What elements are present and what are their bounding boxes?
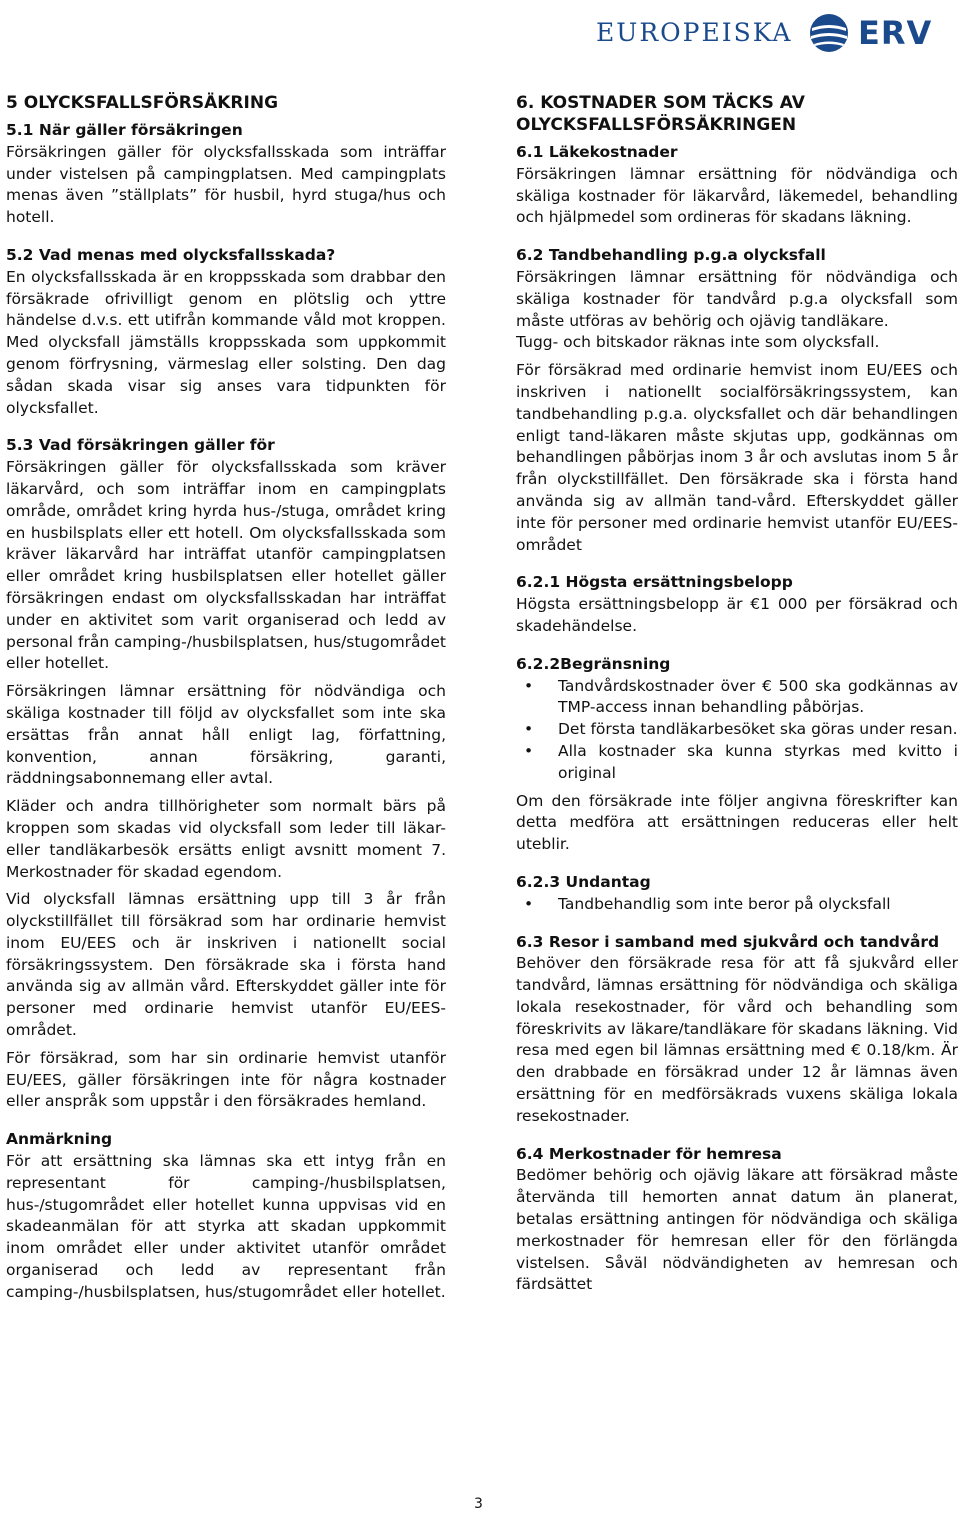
section-6-2-paragraph-1: Försäkringen lämnar ersättning för nödvändiga och skäliga kostnader för tandvård p.g.a olycksfall som måste utföras av behörig och ojävig tandläkare. bbox=[516, 267, 958, 330]
section-6-2-2-text: Om den försäkrade inte följer angivna föreskrifter kan detta medföra att ersättningen reduceras eller helt uteblir. bbox=[516, 791, 958, 854]
section-6-2-3-heading: 6.2.3 Undantag bbox=[516, 872, 651, 891]
section-5-3-paragraph-2: Försäkringen lämnar ersättning för nödvändiga och skäliga kostnader till följd av olycksfallet som inte ska ersättas från annat håll enligt lag, författning, konvention, annan försäkring, garanti, räddningsabonnemang eller avtal. bbox=[6, 682, 446, 788]
bullet-icon: • bbox=[524, 676, 534, 695]
page-number: 3 bbox=[474, 1496, 483, 1512]
globe-icon bbox=[808, 12, 850, 54]
bullet-icon: • bbox=[524, 894, 534, 913]
section-6-2-2-heading: 6.2.2Begränsning bbox=[516, 654, 671, 673]
right-column bbox=[516, 92, 958, 1296]
section-6-3-heading: 6.3 Resor i samband med sjukvård och tandvård bbox=[516, 932, 940, 951]
section-6-2-paragraph-2: Tugg- och bitskador räknas inte som olycksfall. bbox=[516, 333, 880, 352]
note-heading: Anmärkning bbox=[6, 1130, 113, 1149]
section-6-2-paragraph-3: För försäkrad med ordinarie hemvist inom EU/EES och inskriven i nationellt socialförsäkringssystem, kan tandbehandling p.g.a. olycksfallet och där behandlingen enligt tand-läkaren måste skjutas upp, godkännas om behandlingen påbörjas inom 3 år och avslutas inom 5 år från olyckstillfället. Den försäkrade ska i första hand använda sig av allmän tand-vård. Efterskyddet gäller inte för personer med ordinarie hemvist utanför EU/EES-området bbox=[516, 361, 958, 554]
section-6-2-heading: 6.2 Tandbehandling p.g.a olycksfall bbox=[516, 246, 826, 265]
bullet-icon: • bbox=[524, 741, 534, 760]
europeiska-erv-logo bbox=[596, 6, 956, 56]
section-6-2-1-heading: 6.2.1 Högsta ersättningsbelopp bbox=[516, 573, 793, 592]
bullet-icon: • bbox=[524, 720, 534, 739]
section-6-4-text: Bedömer behörig och ojävig läkare att försäkrad måste återvända till hemorten annat datum än planerat, betalas ersättning antingen för nödvändiga och skäliga merkostnader för hemresan eller för den förlängda vistelsen. Såväl nödvändigheten av hemresan och färdsättet bbox=[516, 1166, 958, 1294]
section-6-1-text: Försäkringen lämnar ersättning för nödvändiga och skäliga kostnader för läkarvård, läkemedel, behandling och hjälpmedel som ordineras för skadans läkning. bbox=[516, 164, 958, 227]
section-6-title: 6. KOSTNADER SOM TÄCKS AV OLYCKSFALLSFÖRSÄKRINGEN bbox=[516, 93, 805, 135]
list-item: • Det första tandläkarbesöket ska göras under resan. bbox=[516, 719, 958, 741]
exception-list bbox=[516, 894, 958, 916]
logo-wordmark-erv: ERV bbox=[858, 14, 933, 52]
list-item: • Tandbehandlig som inte beror på olycksfall bbox=[516, 894, 958, 916]
section-5-3-heading: 5.3 Vad försäkringen gäller för bbox=[6, 436, 275, 455]
note-text: För att ersättning ska lämnas ska ett intyg från en representant för camping-/husbilsplatsen, hus-/stugområdet eller hotellet kunna uppvisas vid en skadeanmälan för att styrka att skadan uppkommit inom området eller under aktivitet utanför området organiserad och ledd av representant från camping-/husbilsplatsen, hus/stugområdet eller hotellet. bbox=[6, 1152, 446, 1301]
list-item: • Tandvårdskostnader över € 500 ska godkännas av TMP-access innan behandling påbörjas. bbox=[524, 676, 958, 717]
section-5-2-text: En olycksfallsskada är en kroppsskada som drabbar den försäkrade ofrivilligt genom en plötslig och yttre händelse d.v.s. ett utifrån kommande våld mot kroppen. Med olycksfall jämställs kroppsskada som uppkommit genom förfrysning, värmeslag eller solsting. Den dag sådan skada visar sig anses vara tidpunkten för olycksfallet. bbox=[6, 267, 446, 417]
section-6-4-heading: 6.4 Merkostnader för hemresa bbox=[516, 1144, 782, 1163]
section-5-2-heading: 5.2 Vad menas med olycksfallsskada? bbox=[6, 245, 336, 264]
section-5-3-paragraph-4: Vid olycksfall lämnas ersättning upp till 3 år från olyckstillfället till försäkrad som har ordinarie hemvist inom EU/EES och är inskriven i nationellt social försäkringssystem. Den försäkrade ska i första hand använda sig av allmän vård. Efterskyddet gäller inte för personer med ordinarie hemvist utanför EU/EES-området. bbox=[6, 890, 446, 1040]
section-5-3-paragraph-3: Kläder och andra tillhörigheter som normalt bärs på kroppen som skadas vid olycksfall som leder till läkar- eller tandläkarbesök ersätts enligt avsnitt moment 7. Merkostnader för skadad egendom. bbox=[6, 797, 446, 881]
section-5-title: 5 OLYCKSFALLSFÖRSÄKRING bbox=[6, 93, 279, 113]
left-column bbox=[6, 92, 446, 1304]
limitation-list bbox=[516, 676, 958, 785]
section-6-3-text: Behöver den försäkrade resa för att få sjukvård eller tandvård, lämnas ersättning för nödvändiga och skäliga lokala resekostnader, för vård och behandling som föreskrivits av läkare/tandläkare för skadans läkning. Vid resa med egen bil lämnas ersättning med € 0.18/km. Är den drabbade en försäkrad under 12 år lämnas även ersättning för en medförsäkrads vuxens skäliga lokala resekostnader. bbox=[516, 954, 958, 1125]
section-5-3-paragraph-5: För försäkrad, som har sin ordinarie hemvist utanför EU/EES, gäller försäkringen inte för några kostnader eller anspråk som uppstår i den försäkrades hemland. bbox=[6, 1048, 446, 1111]
logo-wordmark-europeiska: EUROPEISKA bbox=[596, 18, 793, 47]
section-6-1-heading: 6.1 Läkekostnader bbox=[516, 143, 678, 161]
section-5-3-paragraph-1: Försäkringen gäller för olycksfallsskada som kräver läkarvård, och som inträffar inom en campingplats område, området kring hyrda hus-/stuga, området kring en husbilsplats eller ett hotell. Om olycksfallsskada som kräver läkarvård har inträffat utanför campingplatsen eller området kring husbilsplatsen eller hotellet gäller försäkringen endast om olycksfallsskadan har inträffat under en aktivitet som varit organiserad och ledd av personal från camping-/husbilsplatsen, hus/stugområdet eller hotellet. bbox=[6, 458, 446, 673]
section-5-1-text: Försäkringen gäller för olycksfallsskada som inträffar under vistelsen på campingplatsen. Med campingplats menas även ”ställplats” för husbil, hyrd stuga/hus och hotell. bbox=[6, 142, 446, 227]
list-item: • Alla kostnader ska kunna styrkas med kvitto i original bbox=[524, 741, 958, 782]
section-6-2-1-text: Högsta ersättningsbelopp är €1 000 per försäkrad och skadehändelse. bbox=[516, 595, 958, 635]
section-5-1-heading: 5.1 När gäller försäkringen bbox=[6, 121, 243, 139]
